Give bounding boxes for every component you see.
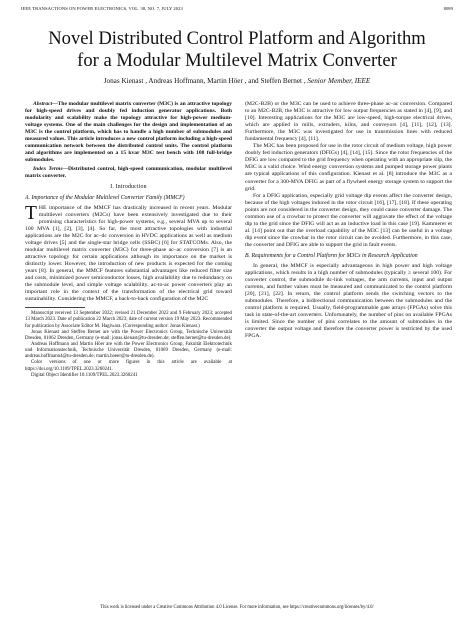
footnote-doi: Digital Object Identifier 10.1109/TPEL.2023.3260241 <box>31 372 138 378</box>
intro-paragraph <box>25 202 232 304</box>
license-notice: This work is licensed under a Creative Commons Attribution 4.0 License. For more information, see https://creativecommons.org/licenses/by/4.0/ <box>100 605 374 610</box>
right-column <box>245 101 452 341</box>
intro-paragraph-text: HE importance of the MMCF has drastically increased in recent years. Modular multilevel converters (M2Cs) have been extensively investigated due to their promising characteristics for high-power systems, e.g., several MVA up to several 100 MVA [1], [2], [3], [4]. So far, the most attractive topologies with industrial applications are the M2C for ac–dc conversion in HVDC applications as well as medium voltage drives [5] and the single-star bridge cells (SSBC) [6] for STATCOMs. Also, the modular multilevel matrix converter (M3C) for three-phase ac–ac conversion [7] is an attractive topology for certain applications although its importance on the market is distinctly lower. However, the introduction of new products is expected for the coming years [8]. In general, the MMCF features substantial advantages like reduced filter size and costs, minimized power semiconductor losses, high availability due to redundancy on the submodule level, and simple voltage scalability. ac-to-ac power converters play an important role in the context of the transformation of the electrical grid toward sustainability. Considering the MMCF, a back-to-back configuration of the M2C <box>25 204 232 303</box>
running-header <box>21 6 453 15</box>
footnote-color-versions: Color versions of one or more figures in this article are available at https://doi.org/10.1109/TPEL.2023.3260241. <box>25 360 232 372</box>
right-paragraph-4: In general, the MMCF is especially advantageous in high power and high voltage applications, which results in a high number of submodules (typically ≥ several 100). For converter control, the submodule dc-link voltages, the arm currents, input and output currents, and further values must be measured and communicated to the control platform [20], [21], [22]. In return, the control platform sends the switching vectors to the submodules. Therefore, a bidirectional communication between the submodules and the control platform is required. Usually, field-programmable gate arrays (FPGAs) solve this task in state-of-the-art converters. Unfortunately, the number of pins on available FPGAs is limited. Since the number of pins correlates to the amount of submodules in the converter the output voltage and therefore the converter power is restricted by the used FPGA. <box>245 262 452 340</box>
index-terms-lead: Index Terms <box>33 165 63 172</box>
footnote-affiliation-1: Jonas Kienast and Steffen Bernet are with the Power Electronics Group, Technische Universität Dresden, 01062 Dresden, Germany (e-mail: jonas.kienast@tu-dresden.de; steffen.bernet@tu-dresden.de). <box>25 329 232 341</box>
subsection-heading-a: A. Importance of the Modular Multilevel Converter Family (MMCF) <box>25 194 185 201</box>
right-paragraph-1: (M2C-B2B) or the M3C can be used to achieve three-phase ac–ac conversion. Compared to an M2C-B2B, the M3C is attractive for low output frequencies as stated in [4], [9], and [10]. Interesting applications for the M3C are low-speed, high-torque electrical drives, which are applied in mills, extruders, kilns, and conveyors [4], [11], [12], [13]. Furthermore, the M3C was investigated for use in transmission lines with reduced fundamental frequency [4], [11]. <box>245 101 452 143</box>
right-paragraph-3: For a DFIG application, especially grid voltage dip events affect the converter design, because of the high voltages induced in the rotor circuit [16], [17], [18]. If these operating points are not considered in the converter design, they could cause converter damage. The common use of a crowbar to protect the converter will aggravate the effect of the voltage dip to the grid since the DFIG will act as an inductive load in this case [19]. Kammerer et al. [14] point out that the overload capability of the M3C [13] can be useful in a voltage dip event since the crowbar in the rotor circuit can be avoided. Furthermore, in this case, the converter and DFIG are able to support the grid in fault events. <box>245 192 452 248</box>
paper-title <box>20 28 454 72</box>
abstract-text: —The modular multilevel matrix converter (M3C) is an attractive topology for high-speed drives and doubly fed induction generator applications. Both modularity and scalability make the topology attractive for high-power medium-voltage systems. One of the main challenges for the design and implementation of an M3C is the control platform, which has to handle a high number of submodules and measured values. This article introduces a new control platform including a high-speed communication network between the distributed control units. The control platform and algorithms are implemented on a 15 kvar M3C test bench with 108 full-bridge submodules. <box>25 101 232 163</box>
right-paragraph-2: The M3C has been proposed for use in the rotor circuit of medium voltage, high power doubly fed induction generators (DFIGs) [4], [14], [15]. Since the rotor frequencies of the DFIG are low compared to the grid frequency when operating with an appropriate slip, the M3C is a valid choice. Wind energy conversion systems and pumped storage power plants are typical applications of this configuration. Kienast et al. [8] introduce the M3C as a converter for a 300-MVA DFIG as part of a flywheel energy storage system to support the grid. <box>245 143 452 192</box>
footnote-manuscript: Manuscript received 13 September 2022; revised 21 December 2022 and 9 February 2023; accepted 13 March 2023. Date of publication 22 March 2023; date of current version 19 May 2023. Recommended for publication by Associate Editor M. Hagiwara. (Corresponding author: Jonas Kienast.) <box>25 311 232 329</box>
author-role: Senior Member, IEEE <box>307 77 371 85</box>
drop-cap: T <box>25 202 37 224</box>
footnote-divider <box>25 307 85 308</box>
page-number: 8089 <box>443 6 453 11</box>
journal-name: IEEE TRANSACTIONS ON POWER ELECTRONICS, VOL. 38, NO. 7, JULY 2023 <box>21 6 183 11</box>
subsection-heading-b: B. Requirements for a Control Platform for M3Cs in Research Application <box>245 252 418 259</box>
abstract <box>25 101 232 164</box>
title-line-1: Novel Distributed Control Platform and Algorithm <box>48 28 426 49</box>
title-line-2: for a Modular Multilevel Matrix Converter <box>77 50 397 71</box>
abstract-lead: Abstract <box>33 101 53 107</box>
index-terms-text: —Distributed control, high-speed communication, modular multilevel matrix converter. <box>25 165 232 179</box>
author-line <box>20 77 454 86</box>
index-terms <box>25 166 232 180</box>
left-column <box>25 101 232 379</box>
footnote-affiliation-2: Andreas Hoffmann and Martin Höer are with the Power Electronics Group, Fakultät Elektrotechnik und Informationstechnik, Technische Universität Dresden, 01069 Dresden, Germany (e-mail: andreas.hoffmann4@tu-dresden.de; martin.hoeer@tu-dresden.de). <box>25 341 232 360</box>
author-names: Jonas Kienast , Andreas Hoffmann, Martin Höer , and Steffen Bernet , <box>103 77 308 85</box>
section-heading-introduction: I. Introduction <box>110 184 147 191</box>
